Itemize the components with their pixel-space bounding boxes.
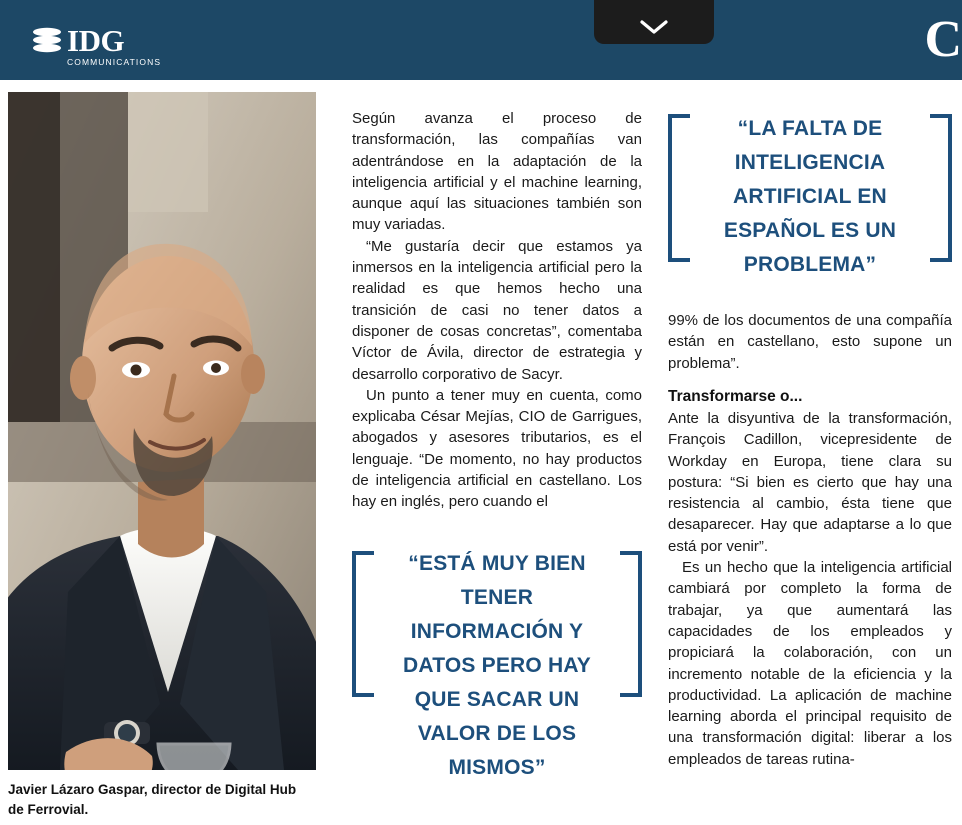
middle-text-column — [352, 108, 642, 789]
portrait-photo — [8, 92, 316, 770]
section-subheading: Transformarse o... — [668, 387, 803, 405]
paragraph: 99% de los documentos de una compañía están en castellano, esto supone un problema”. — [668, 312, 952, 372]
paragraph: Ante la disyuntiva de la transformación, François Cadillon, vicepresidente de Workday en Europa, tiene clara su postura: “Si bien es cierto que hay una resistencia al cambio, ésta tiene que desaparecer. Hay que adaptarse a lo que está por venir”. — [668, 409, 952, 555]
bracket-left-icon — [352, 551, 374, 697]
bracket-right-icon — [930, 114, 952, 262]
photo-caption: Javier Lázaro Gaspar, director de Digital Hub de Ferrovial. — [8, 782, 297, 817]
chevron-down-icon — [639, 18, 669, 36]
photo-column — [8, 92, 316, 819]
collapse-toggle-tab[interactable] — [594, 0, 714, 44]
banner-right-glyph: C — [924, 11, 962, 68]
right-text-column — [668, 108, 952, 770]
top-banner — [0, 0, 962, 80]
paragraph: Un punto a tener muy en cuenta, como explicaba César Mejías, CIO de Garrigues, abogados y asesores tributarios, es el lenguaje. “De momento, no hay productos de inteligencia artificial en castellano. Los hay en inglés, pero cuando el — [352, 386, 642, 511]
idg-logo-wordmark: IDG — [67, 23, 125, 58]
pullquote-middle — [352, 543, 642, 789]
idg-logo — [32, 25, 161, 67]
paragraph: Es un hecho que la inteligencia artificial cambiará por completo la forma de trabajar, ya que aumentará las capacidades de los empleados y propiciará la colaboración, con un incremento notable de la eficiencia y la productividad. La aplicación de machine learning aborda el principal requisito de una transformación digital: liberar a los empleados de tareas rutina- — [668, 559, 952, 768]
magazine-page — [0, 80, 962, 825]
idg-logo-subtitle: COMMUNICATIONS — [67, 57, 162, 67]
pullquote-text: “LA FALTA DE INTELIGENCIA ARTIFICIAL EN ESPAÑOL ES UN PROBLEMA” — [723, 117, 897, 277]
paragraph: Según avanza el proceso de transformación, las compañías van adentrándose en la adaptación de la inteligencia artificial y el machine learning, aunque aquí las situaciones también son muy variadas. — [352, 110, 642, 234]
pullquote-right — [668, 108, 952, 286]
idg-logo-mark-icon — [32, 27, 62, 55]
paragraph: “Me gustaría decir que estamos ya inmersos en la inteligencia artificial pero la realidad es que hemos hecho una transición de casi no tener datos a disponer de cosas concretas”, comentaba Víctor de Ávila, director de estrategia y desarrollo corporativo de Sacyr. — [352, 237, 642, 383]
pullquote-text: “ESTÁ MUY BIEN TENER INFORMACIÓN Y DATOS PERO HAY QUE SACAR UN VALOR DE LOS MISMOS” — [403, 551, 591, 779]
bracket-left-icon — [668, 114, 690, 262]
bracket-right-icon — [620, 551, 642, 697]
